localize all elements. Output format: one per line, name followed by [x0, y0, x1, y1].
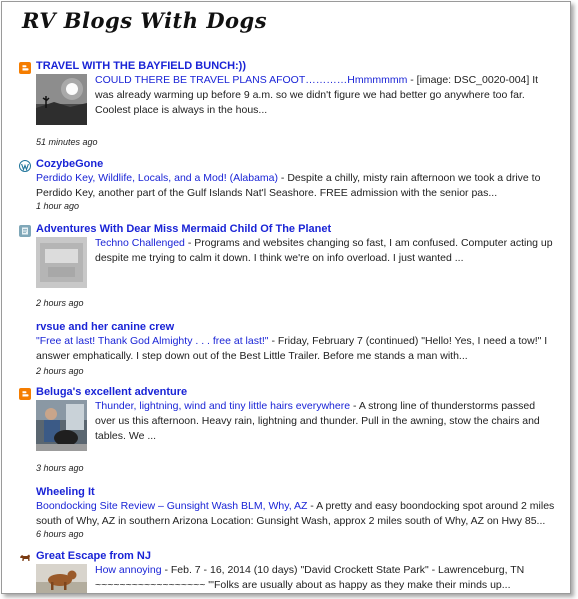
dog-grooming-photo: [36, 400, 87, 451]
post-title-link[interactable]: Boondocking Site Review – Gunsight Wash BLM, Why, AZ: [36, 500, 308, 512]
blogger-icon: [19, 388, 31, 400]
blog-name-link[interactable]: Great Escape from NJ: [36, 550, 151, 562]
post-snippet: - Feb. 7 - 16, 2014 (10 days) "David Crockett State Park" - Lawrenceburg, TN ~~~~~~~~~~~~~~~~~~ "'Folks are usually about as happy as they make their minds up...: [95, 564, 525, 591]
post-title-link[interactable]: "Free at last! Thank God Almighty . . . free at last!": [36, 335, 269, 347]
post-summary: [36, 171, 556, 201]
post-snippet: - Despite a chilly, misty rain afternoon we took a drive to Perdido Key, another part of the Gulf Islands Nat'l Seashore. FREE admission with the senior pas...: [36, 172, 541, 199]
post-title-link[interactable]: Perdido Key, Wildlife, Locals, and a Mod! (Alabama): [36, 172, 279, 184]
post-snippet: - A strong line of thunderstorms passed over us this afternoon. Heavy rain, lightning and thunder. Pull in the awning, stow the chairs and tables. We ...: [95, 400, 540, 442]
post-summary: [95, 73, 557, 118]
post-title-link[interactable]: Techno Challenged: [95, 237, 185, 249]
post-summary: [36, 499, 556, 529]
dog-on-grass-photo: [36, 564, 87, 593]
post-thumbnail[interactable]: [36, 74, 87, 125]
post-title-link[interactable]: COULD THERE BE TRAVEL PLANS AFOOT…………Hmmmmmm: [95, 74, 408, 86]
post-time: 2 hours ago: [36, 366, 84, 376]
post-snippet: - Friday, February 7 (continued) "Hello! Yes, I need a tow!" I answer emphatically. I step down out of the Best Little Trailer. Before me stands a man with...: [36, 335, 548, 362]
post-summary: [36, 334, 556, 364]
dog-icon: [19, 552, 31, 564]
blurry-photo: [36, 237, 87, 288]
blog-name-link[interactable]: Adventures With Dear Miss Mermaid Child Of The Planet: [36, 223, 332, 235]
post-time: 2 hours ago: [36, 298, 84, 308]
blog-name-link[interactable]: rvsue and her canine crew: [36, 321, 175, 333]
blog-name-link[interactable]: Beluga's excellent adventure: [36, 386, 188, 398]
blogger-icon: [19, 62, 31, 74]
post-summary: [95, 563, 557, 593]
post-summary: [95, 399, 557, 444]
blog-list-widget: [1, 1, 571, 594]
typepad-icon: [19, 225, 31, 237]
post-snippet: - Programs and websites changing so fast, I am confused. Computer acting up despite me trying to calm it down. I think we're on info overload. I just wanted ...: [95, 237, 553, 264]
wordpress-icon: [19, 160, 31, 172]
blog-name-link[interactable]: Wheeling It: [36, 486, 95, 498]
desert-sun-photo: [36, 74, 87, 125]
post-thumbnail[interactable]: [36, 564, 87, 593]
post-title-link[interactable]: Thunder, lightning, wind and tiny little hairs everywhere: [95, 400, 351, 412]
post-time: 6 hours ago: [36, 529, 84, 539]
blog-name-link[interactable]: TRAVEL WITH THE BAYFIELD BUNCH:)): [36, 60, 247, 72]
post-time: 3 hours ago: [36, 463, 84, 473]
post-thumbnail[interactable]: [36, 400, 87, 451]
post-summary: [95, 236, 557, 266]
post-snippet: - A pretty and easy boondocking spot around 2 miles south of Why, AZ in southern Arizona Location: Gunsight Wash, approx 2 miles south of Why, AZ on Hwy 85...: [36, 500, 555, 527]
post-thumbnail[interactable]: [36, 237, 87, 288]
blog-name-link[interactable]: CozybeGone: [36, 158, 104, 170]
post-time: 51 minutes ago: [36, 137, 98, 147]
post-time: 1 hour ago: [36, 201, 80, 211]
post-snippet: - [image: DSC_0020-004] It was already warming up before 9 a.m. so we didn't figure we had better go anywhere too far. Coolest place is always in the hous...: [95, 74, 539, 116]
widget-title: RV Blogs With Dogs: [22, 8, 268, 33]
post-title-link[interactable]: How annoying: [95, 564, 162, 576]
